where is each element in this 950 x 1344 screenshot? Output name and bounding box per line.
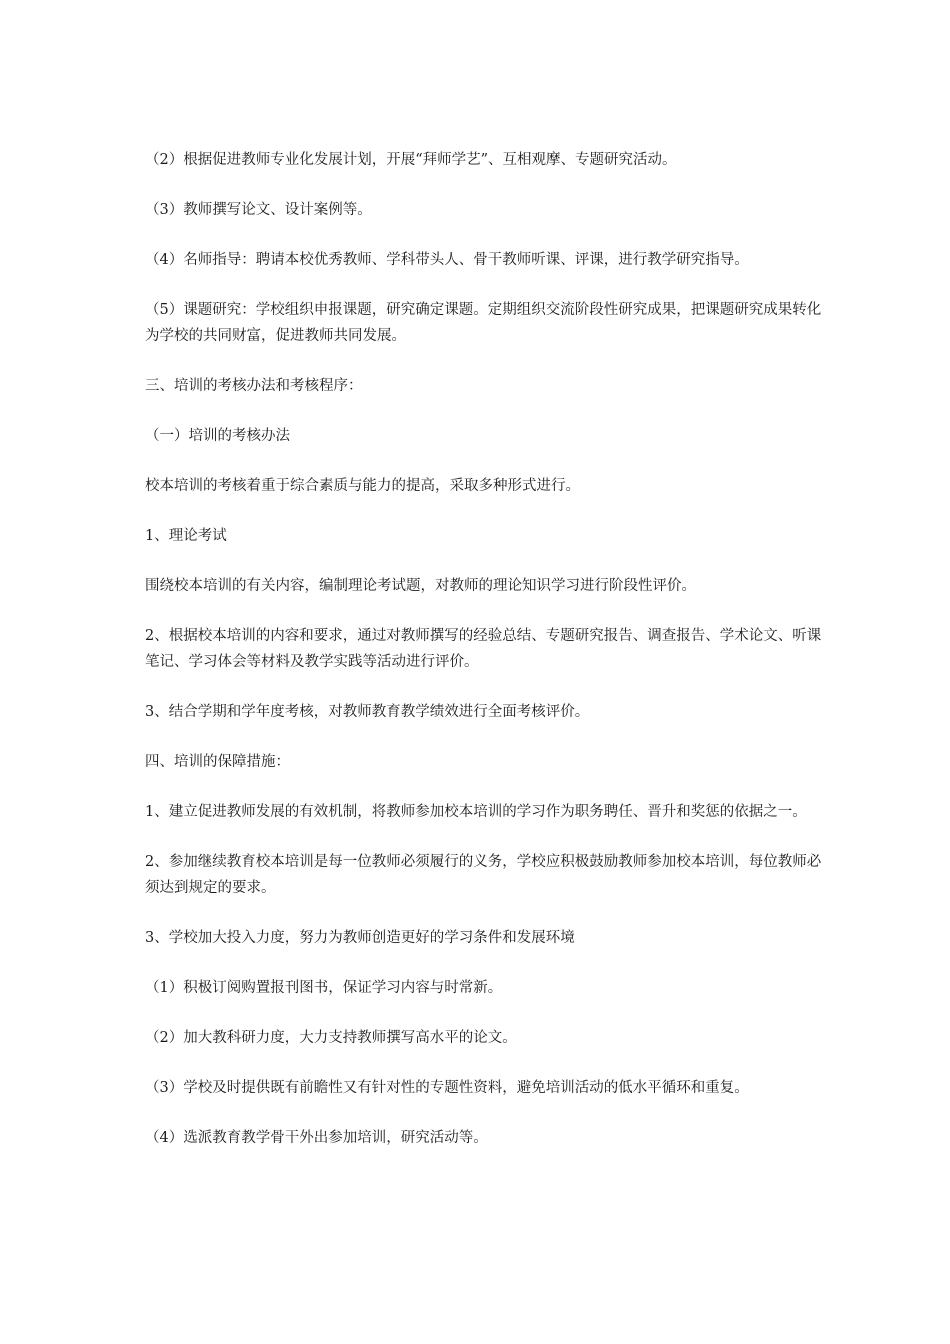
paragraph: 校本培训的考核着重于综合素质与能力的提高，采取多种形式进行。 — [145, 478, 580, 494]
paragraph: （5）课题研究：学校组织申报课题，研究确定课题。定期组织交流阶段性研究成果，把课题研究成果转化为学校的共同财富，促进教师共同发展。 — [145, 302, 822, 344]
paragraph: 2、根据校本培训的内容和要求，通过对教师撰写的经验总结、专题研究报告、调查报告、学术论文、听课笔记、学习体会等材料及教学实践等活动进行评价。 — [145, 628, 822, 670]
paragraph: 3、学校加大投入力度，努力为教师创造更好的学习条件和发展环境 — [145, 930, 575, 946]
paragraph: 2、参加继续教育校本培训是每一位教师必须履行的义务，学校应积极鼓励教师参加校本培训，每位教师必须达到规定的要求。 — [145, 854, 822, 896]
subsection-heading: （一）培训的考核办法 — [145, 428, 290, 444]
paragraph: （3）教师撰写论文、设计案例等。 — [145, 202, 372, 218]
paragraph: （3）学校及时提供既有前瞻性又有针对性的专题性资料，避免培训活动的低水平循环和重复。 — [145, 1080, 749, 1096]
paragraph: 3、结合学期和学年度考核，对教师教育教学绩效进行全面考核评价。 — [145, 704, 590, 720]
list-item-heading: 1、理论考试 — [145, 528, 227, 544]
paragraph: 围绕校本培训的有关内容，编制理论考试题，对教师的理论知识学习进行阶段性评价。 — [145, 578, 696, 594]
section-heading: 三、培训的考核办法和考核程序： — [145, 378, 363, 394]
paragraph: 1、建立促进教师发展的有效机制，将教师参加校本培训的学习作为职务聘任、晋升和奖惩的依据之一。 — [145, 804, 807, 820]
paragraph: （2）加大教科研力度，大力支持教师撰写高水平的论文。 — [145, 1030, 517, 1046]
paragraph: （1）积极订阅购置报刊图书，保证学习内容与时常新。 — [145, 980, 503, 996]
document-body — [145, 147, 825, 1175]
paragraph: （4）名师指导：聘请本校优秀教师、学科带头人、骨干教师听课、评课，进行教学研究指导。 — [145, 252, 749, 268]
paragraph: （4）选派教育教学骨干外出参加培训，研究活动等。 — [145, 1130, 488, 1146]
section-heading: 四、培训的保障措施： — [145, 754, 290, 770]
paragraph: （2）根据促进教师专业化发展计划，开展“拜师学艺”、互相观摩、专题研究活动。 — [145, 152, 677, 168]
